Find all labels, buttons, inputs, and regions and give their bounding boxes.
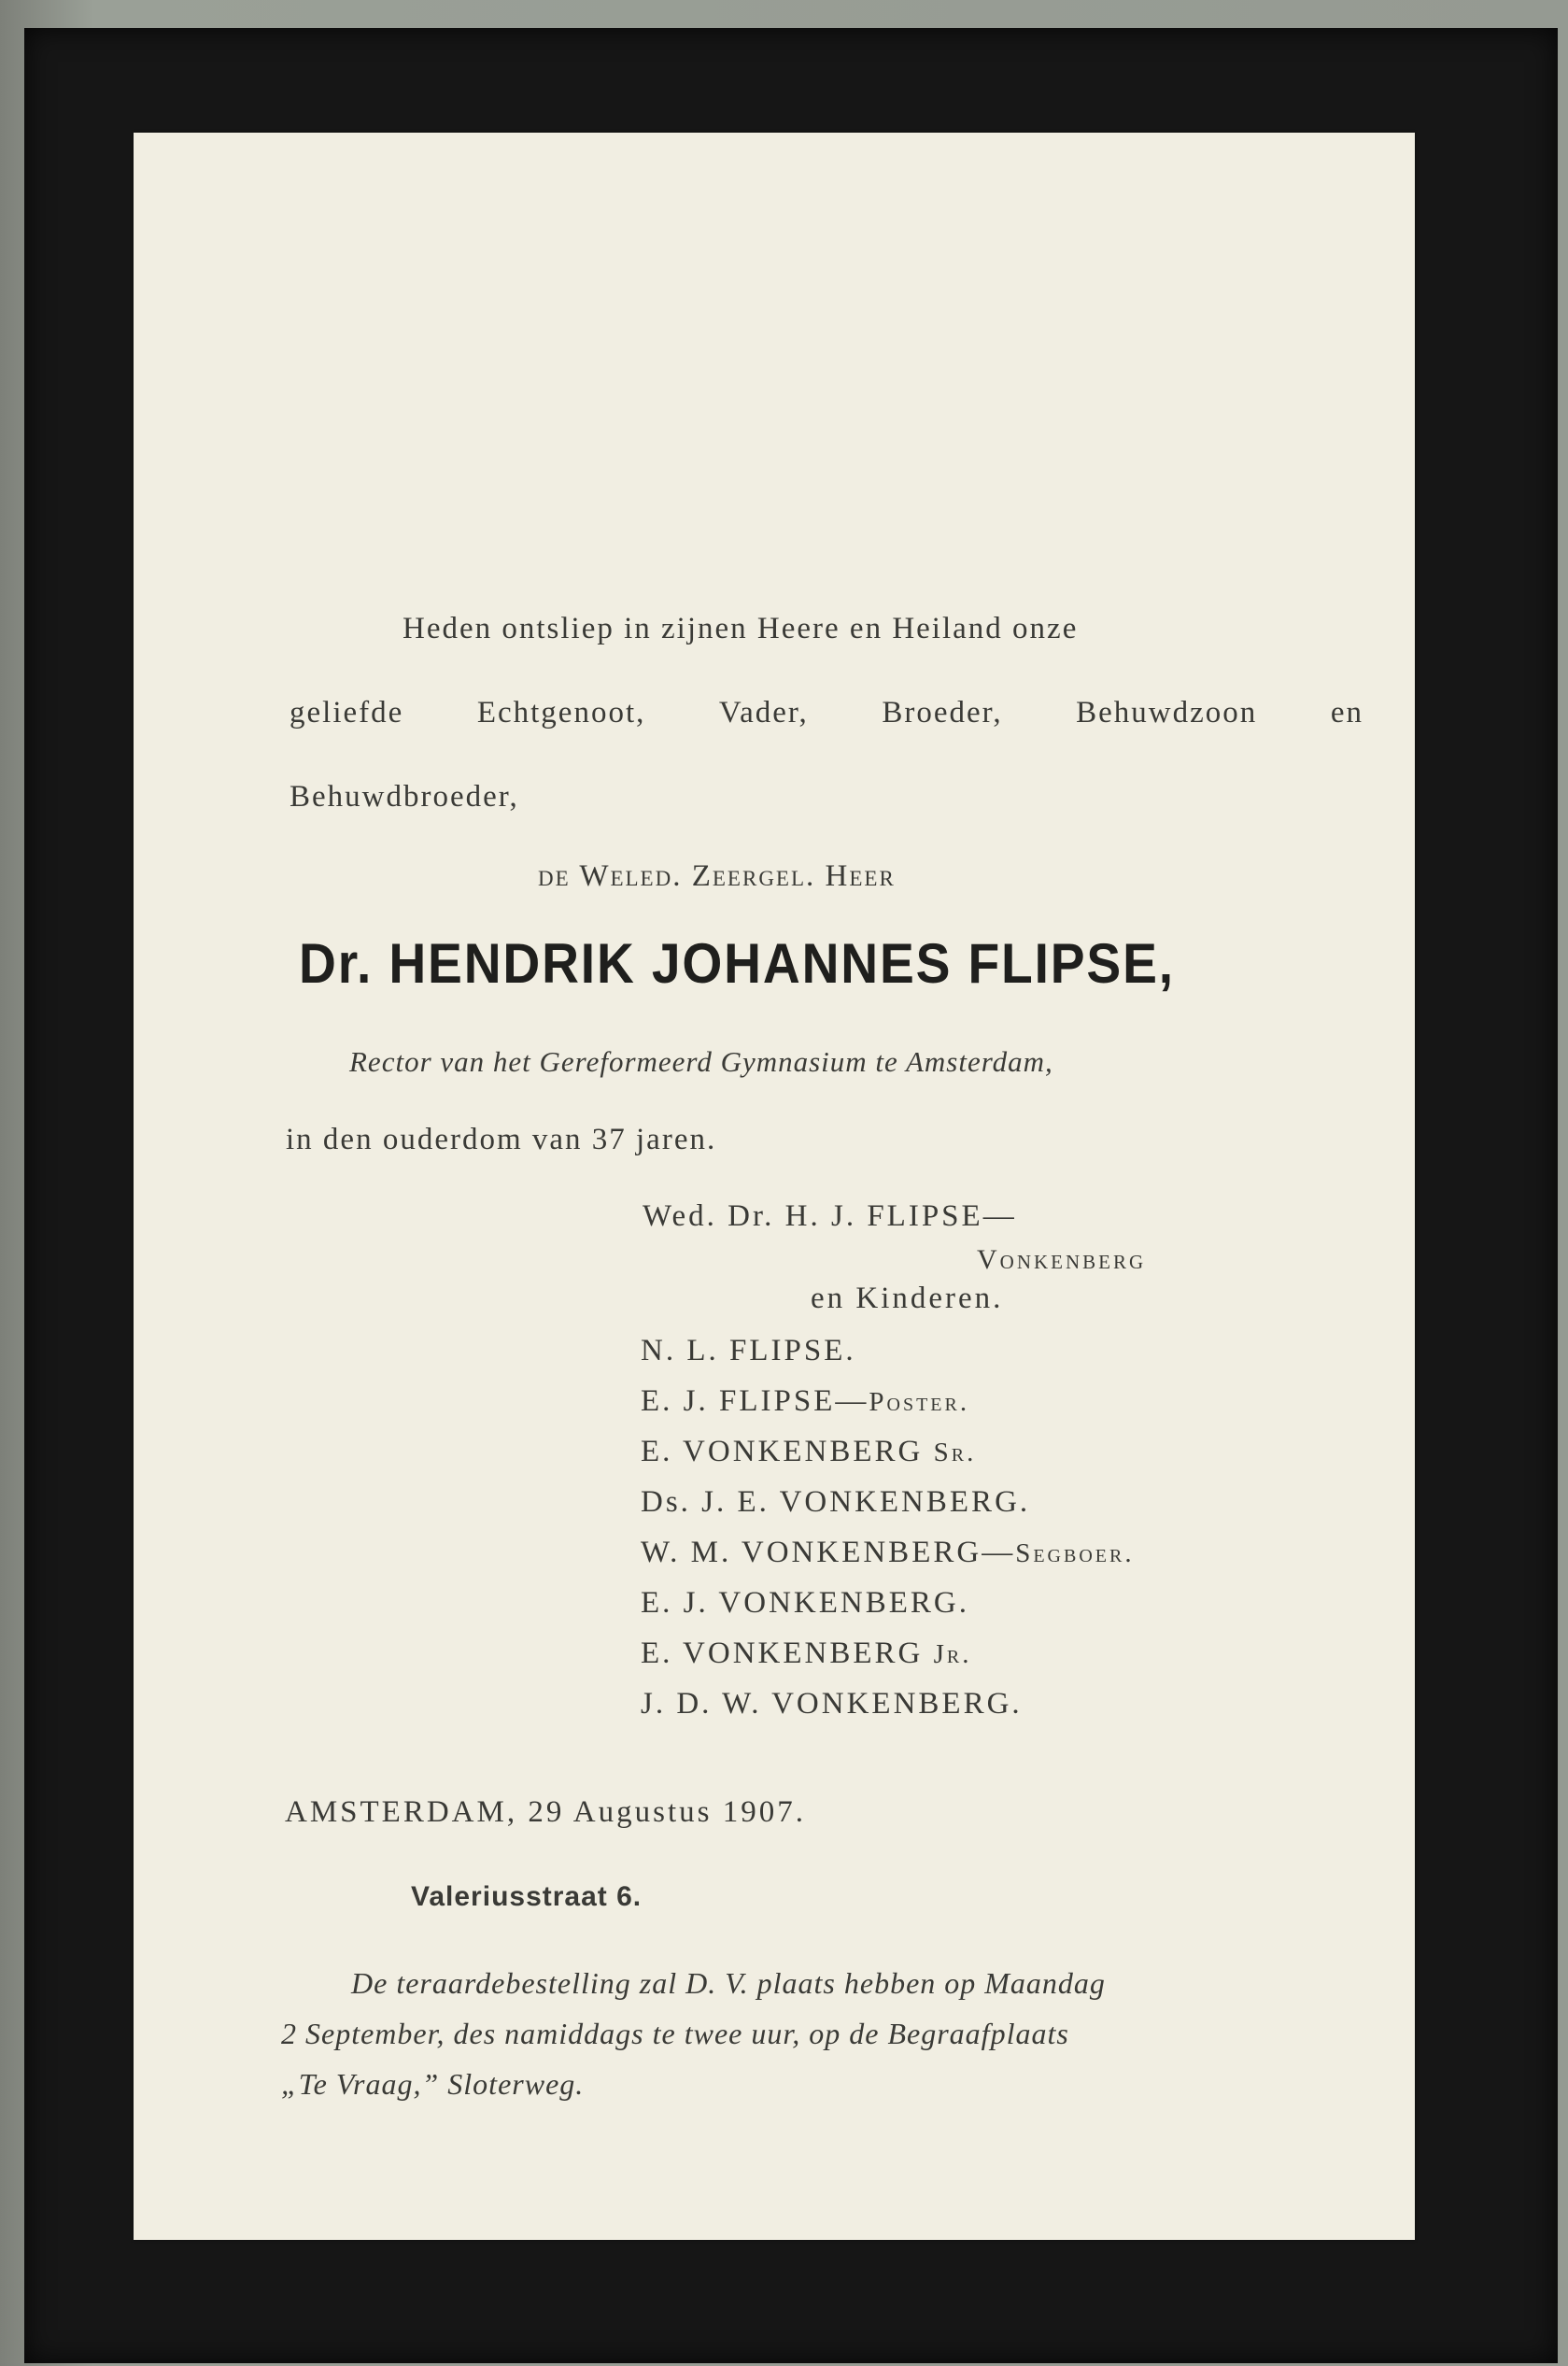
deceased-name: Dr. HENDRIK JOHANNES FLIPSE, bbox=[299, 932, 1175, 995]
family-member-name: E. VONKENBERG bbox=[641, 1435, 934, 1468]
honorific: de Weled. Zeergel. Heer bbox=[538, 859, 896, 893]
place-date: AMSTERDAM, 29 Augustus 1907. bbox=[285, 1795, 806, 1829]
family-member-name: Ds. J. E. VONKENBERG. bbox=[641, 1485, 1031, 1519]
family-member-name: N. L. FLIPSE. bbox=[641, 1334, 856, 1367]
line-2-word: Broeder, bbox=[882, 696, 1003, 730]
announcement-line-1: Heden ontsliep in zijnen Heere en Heiland onze bbox=[403, 612, 1079, 645]
family-member-name: E. J. FLIPSE— bbox=[641, 1384, 869, 1418]
widow-maiden-name: Vonkenberg bbox=[977, 1244, 1147, 1275]
family-member-name: E. VONKENBERG bbox=[641, 1636, 934, 1670]
family-member bbox=[641, 1384, 969, 1419]
announcement-line-3: Behuwdbroeder, bbox=[290, 780, 519, 814]
mourning-card bbox=[134, 133, 1415, 2240]
family-member bbox=[641, 1485, 1030, 1520]
funeral-line-2: 2 September, des namiddags te twee uur, op de Begraafplaats bbox=[281, 2017, 1069, 2050]
family-member-suffix: Sr. bbox=[933, 1438, 977, 1467]
line-2-word: en bbox=[1330, 696, 1363, 730]
family-member bbox=[641, 1435, 976, 1469]
line-2-word: Vader, bbox=[718, 696, 809, 730]
position-title: Rector van het Gereformeerd Gymnasium te Amsterdam, bbox=[349, 1045, 1053, 1078]
line-2-word: Echtgenoot, bbox=[476, 696, 646, 730]
line-2-word: Behuwdzoon bbox=[1076, 696, 1258, 730]
family-member-suffix: Jr. bbox=[933, 1639, 972, 1669]
family-member-name: J. D. W. VONKENBERG. bbox=[641, 1687, 1023, 1721]
family-member-name: E. J. VONKENBERG. bbox=[641, 1586, 969, 1620]
family-member bbox=[641, 1636, 972, 1671]
family-member bbox=[641, 1334, 856, 1368]
line-2-word: geliefde bbox=[290, 696, 404, 730]
children-line: en Kinderen. bbox=[811, 1282, 1004, 1315]
family-member bbox=[641, 1536, 1135, 1570]
family-member-suffix: Segboer. bbox=[1015, 1538, 1135, 1568]
age-line: in den ouderdom van 37 jaren. bbox=[286, 1123, 717, 1156]
family-member-name: W. M. VONKENBERG— bbox=[641, 1536, 1016, 1569]
family-member bbox=[641, 1586, 969, 1621]
address: Valeriusstraat 6. bbox=[411, 1881, 643, 1912]
funeral-line-1: De teraardebestelling zal D. V. plaats hebben op Maandag bbox=[351, 1966, 1106, 2000]
widow-line: Wed. Dr. H. J. FLIPSE— bbox=[643, 1199, 1017, 1233]
announcement-line-2 bbox=[290, 696, 1363, 730]
family-member bbox=[641, 1687, 1023, 1721]
family-member-suffix: Poster. bbox=[869, 1387, 970, 1417]
funeral-line-3: „Te Vraag,” Sloterweg. bbox=[281, 2067, 585, 2101]
